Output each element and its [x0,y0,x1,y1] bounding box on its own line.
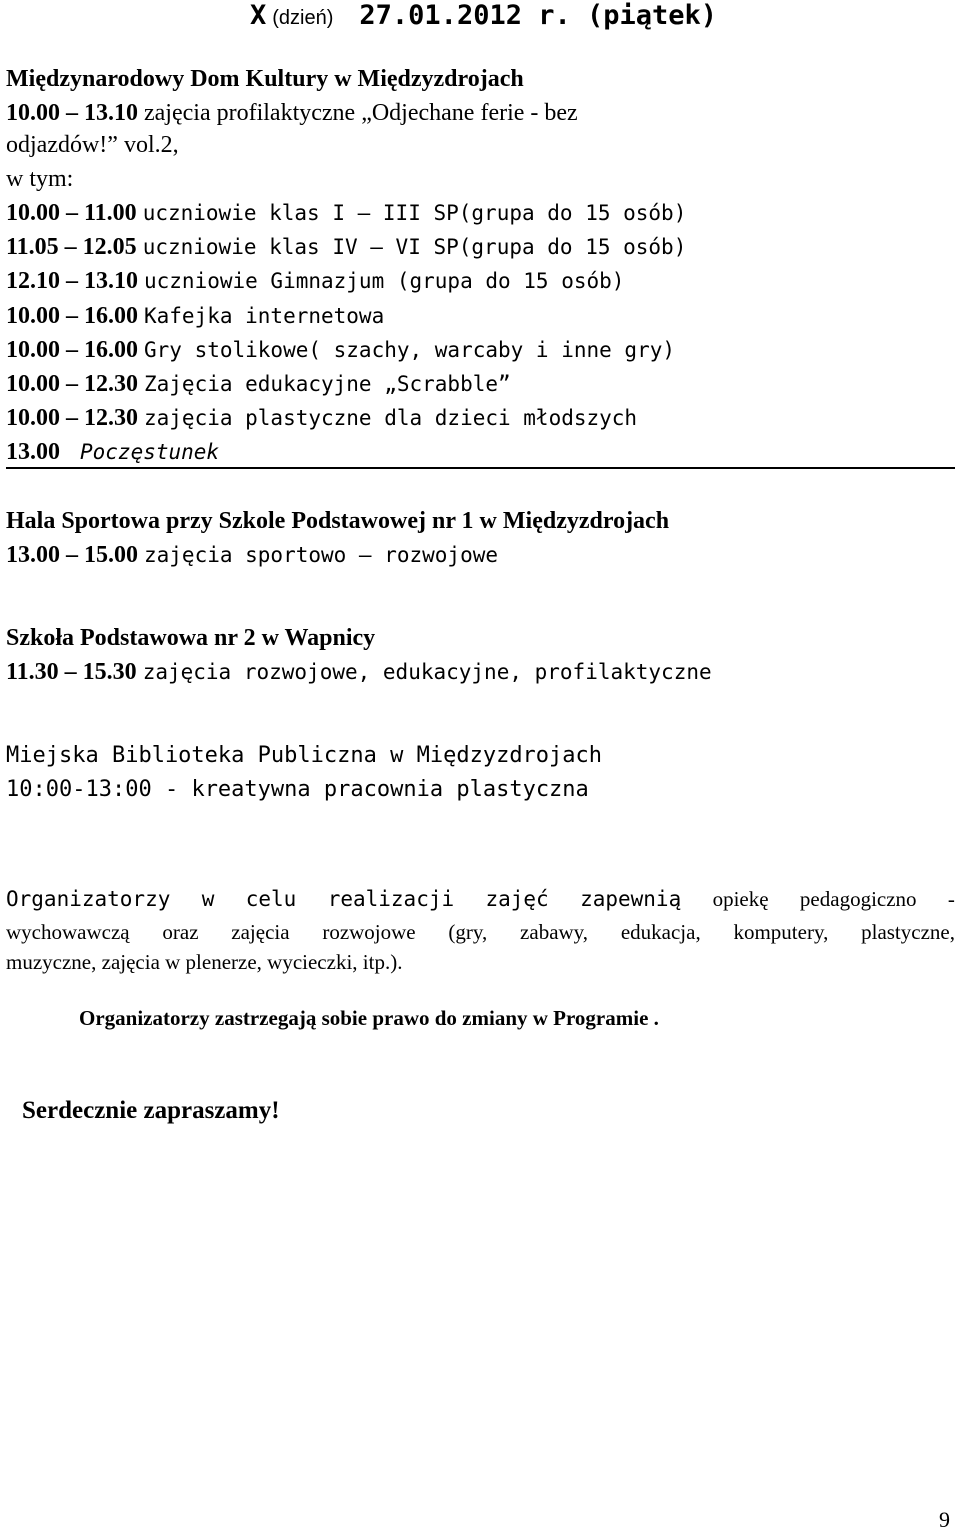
word: celu [245,887,297,911]
organizers-paragraph-line-3: muzyczne, zajęcia w plenerze, wycieczki, itp.). [6,950,403,974]
schedule-item [6,439,219,466]
schedule-time: 11.05 – 12.05 [6,234,137,260]
schedule-time: 12.10 – 13.10 [6,268,138,294]
schedule-item [6,268,624,295]
word: zabawy, [520,920,589,944]
section-title-biblioteka: Miejska Biblioteka Publiczna w Międzyzdrojach [6,743,603,768]
schedule-time: 10.00 – 16.00 [6,337,138,363]
word: zajęcia [231,920,290,944]
schedule-time: 11.30 – 15.30 [6,659,137,685]
schedule-text: Kafejka internetowa [144,304,385,328]
schedule-item [6,405,637,432]
word: w [201,887,215,911]
section-divider [6,467,955,469]
page-header [250,0,717,31]
day-word: (dzień) [272,7,334,29]
schedule-time: 10.00 – 11.00 [6,200,137,226]
schedule-text: uczniowie klas IV – VI SP(grupa do 15 osób) [142,235,687,259]
word: plastyczne, [861,920,955,944]
word: rozwojowe [322,920,416,944]
word: zapewnią [580,887,682,911]
word: Organizatorzy [6,887,171,911]
intro-line [6,100,578,127]
word: realizacji [327,887,455,911]
word: edukacja, [620,920,701,944]
schedule-item [6,777,589,802]
schedule-item [6,371,511,398]
schedule-time: 10.00 – 16.00 [6,303,138,329]
schedule-text: zajęcia sportowo – rozwojowe [144,543,499,567]
day-roman-numeral: X [250,0,267,31]
schedule-item [6,234,686,261]
program-change-notice: Organizatorzy zastrzegają sobie prawo do zmiany w Programie . [79,1006,659,1030]
organizers-paragraph-line-1 [6,887,955,912]
word: (gry, [448,920,488,944]
schedule-time: 13.00 – 15.00 [6,542,138,568]
word: komputery, [733,920,829,944]
page-number: 9 [939,1507,950,1532]
schedule-item [6,303,384,330]
intro-text: zajęcia profilaktyczne „Odjechane ferie - bez [144,100,578,126]
organizers-paragraph-line-2 [6,920,955,945]
schedule-text: Poczęstunek [80,440,220,464]
schedule-text: - kreatywna pracownia plastyczna [164,777,589,802]
in-that-label: w tym: [6,166,74,192]
closing-invitation: Serdecznie zapraszamy! [22,1097,280,1124]
section-title-dom-kultury: Międzynarodowy Dom Kultury w Międzyzdrojach [6,66,524,92]
word: opiekę [712,887,769,911]
word: oraz [162,920,199,944]
schedule-text: uczniowie Gimnazjum (grupa do 15 osób) [144,269,625,293]
schedule-time: 10.00 – 12.30 [6,371,138,397]
schedule-text: Gry stolikowe( szachy, warcaby i inne gry) [144,338,676,362]
schedule-text: zajęcia rozwojowe, edukacyjne, profilaktyczne [142,660,712,684]
word: wychowawczą [6,920,130,944]
schedule-time: 13.00 [6,439,60,465]
section-title-hala-sportowa: Hala Sportowa przy Szkole Podstawowej nr 1 w Międzyzdrojach [6,508,670,534]
word: pedagogiczno [799,887,917,911]
schedule-item [6,200,686,227]
intro-continuation: odjazdów!” vol.2, [6,132,179,158]
header-date: 27.01.2012 r. (piątek) [359,0,718,31]
section-title-wapnica: Szkoła Podstawowa nr 2 w Wapnicy [6,625,376,651]
schedule-text: uczniowie klas I – III SP(grupa do 15 osób) [142,201,687,225]
schedule-item [6,542,498,569]
word: - [947,887,955,911]
word: zajęć [485,887,549,911]
schedule-item [6,337,675,364]
schedule-text: Zajęcia edukacyjne „Scrabble” [144,372,511,396]
schedule-time: 10.00 – 12.30 [6,405,138,431]
intro-time: 10.00 – 13.10 [6,100,138,126]
schedule-text: zajęcia plastyczne dla dzieci młodszych [144,406,638,430]
schedule-item [6,659,712,686]
schedule-time: 10:00-13:00 [6,777,152,802]
